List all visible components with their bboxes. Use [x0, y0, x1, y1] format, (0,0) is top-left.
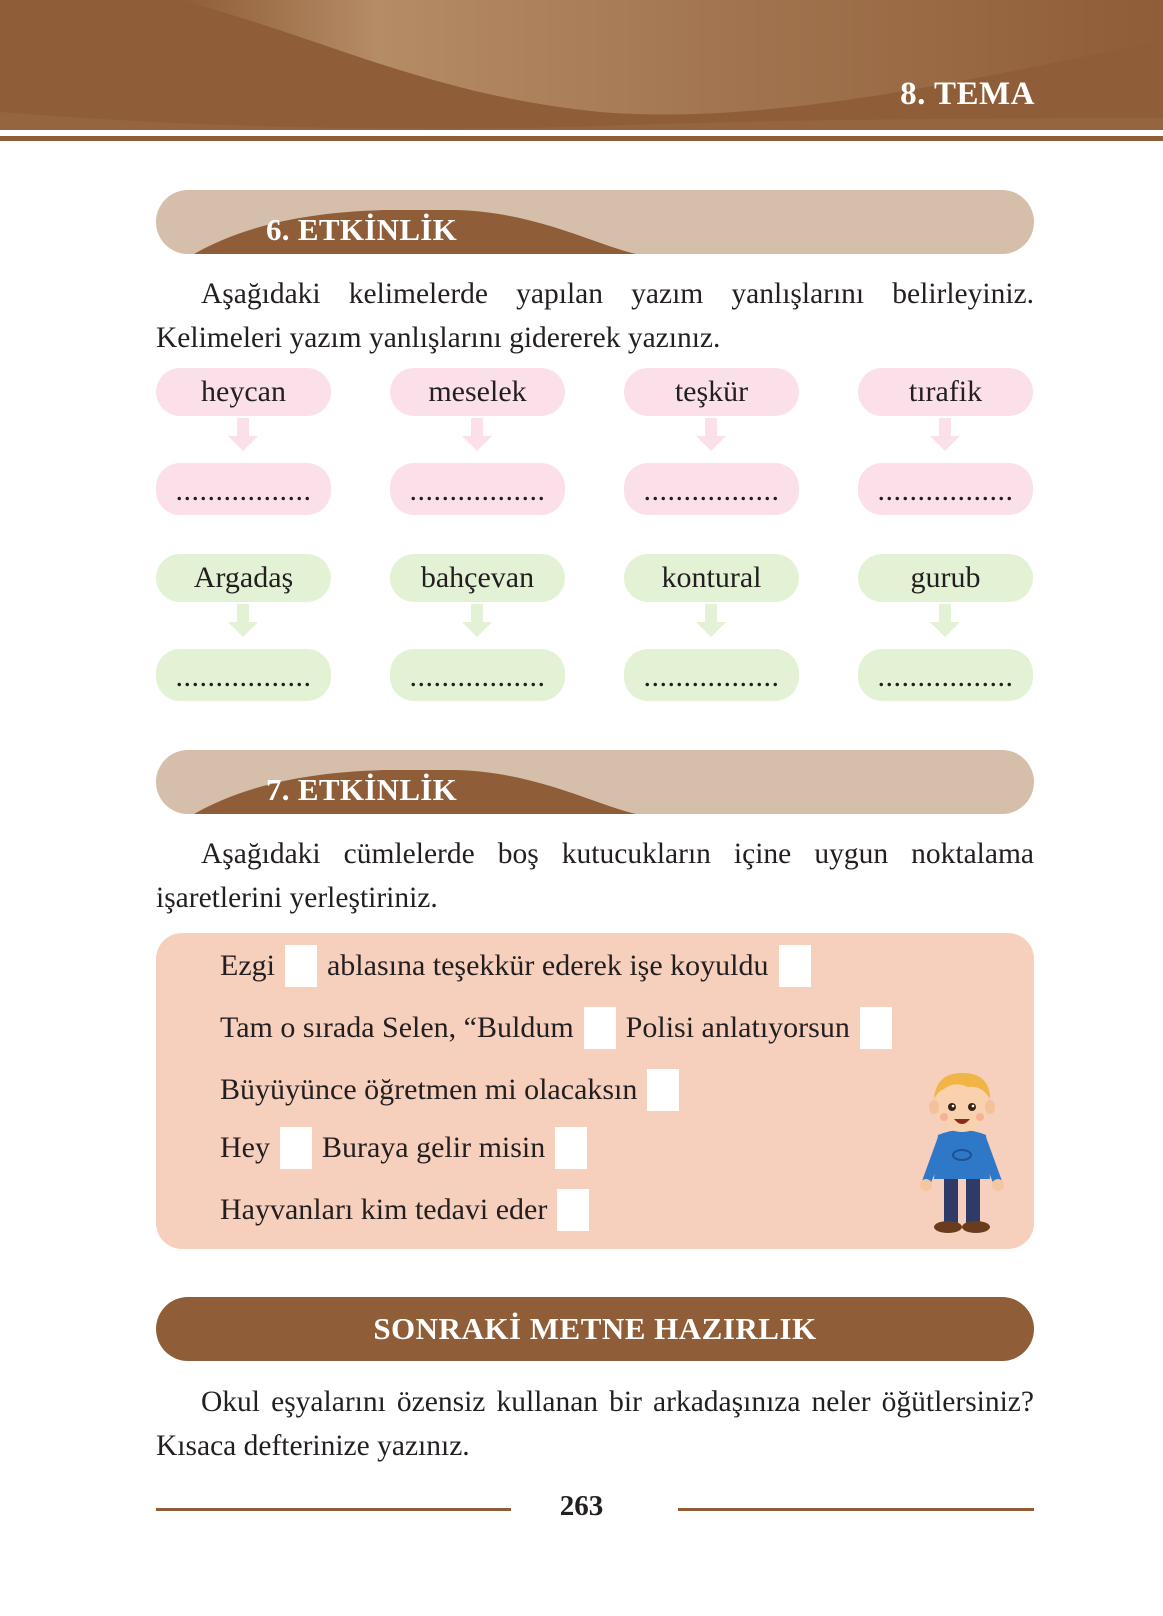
sentence-4	[220, 1127, 597, 1169]
arrow-down-icon	[928, 604, 962, 638]
arrow-down-icon	[460, 604, 494, 638]
misspelled-word: tırafik	[858, 368, 1033, 416]
sentence-1-part-2: ablasına teşekkür ederek işe koyuldu	[326, 949, 769, 982]
sentence-1	[220, 945, 821, 987]
punctuation-box[interactable]	[280, 1127, 312, 1169]
answer-blank[interactable]: .................	[858, 649, 1033, 701]
answer-blank[interactable]: .................	[858, 463, 1033, 515]
next-text-title: SONRAKİ METNE HAZIRLIK	[373, 1311, 817, 1346]
punctuation-box[interactable]	[860, 1007, 892, 1049]
sentence-2	[220, 1007, 902, 1049]
punctuation-box[interactable]	[285, 945, 317, 987]
misspelled-word: kontural	[624, 554, 799, 602]
header-banner	[0, 0, 1163, 150]
misspelled-word: meselek	[390, 368, 565, 416]
misspelled-word: teşkür	[624, 368, 799, 416]
next-text-question: Okul eşyalarını özensiz kullanan bir arkadaşınıza neler öğütlersiniz? Kısaca defterinize yazınız.	[156, 1386, 1034, 1462]
answer-blank[interactable]: .................	[156, 463, 331, 515]
answer-blank[interactable]: .................	[624, 649, 799, 701]
sentence-5	[220, 1189, 599, 1231]
page-header	[0, 0, 1163, 150]
arrow-down-icon	[226, 604, 260, 638]
misspelled-word: bahçevan	[390, 554, 565, 602]
activity-7-header	[156, 750, 1034, 814]
sentence-1-part-1: Ezgi	[220, 949, 275, 982]
sentence-2-part-1: Tam o sırada Selen, “Buldum	[220, 1011, 574, 1044]
misspelled-word: heycan	[156, 368, 331, 416]
activity-7-instruction: Aşağıdaki cümlelerde boş kutucukların içine uygun noktalama işaretlerini yerleştiriniz.	[156, 838, 1034, 914]
arrow-down-icon	[928, 418, 962, 452]
misspelled-word: gurub	[858, 554, 1033, 602]
punctuation-box[interactable]	[555, 1127, 587, 1169]
page-number: 263	[559, 1490, 604, 1522]
arrow-down-icon	[460, 418, 494, 452]
punctuation-panel	[156, 933, 1034, 1249]
arrow-down-icon	[694, 604, 728, 638]
arrow-down-icon	[694, 418, 728, 452]
theme-label: 8. TEMA	[900, 76, 1035, 112]
punctuation-box[interactable]	[647, 1069, 679, 1111]
punctuation-box[interactable]	[584, 1007, 616, 1049]
answer-blank[interactable]: .................	[624, 463, 799, 515]
boy-illustration	[914, 1063, 1010, 1243]
next-text-header	[156, 1297, 1034, 1361]
sentence-4-part-1: Hey	[220, 1131, 270, 1164]
activity-7-title: 7. ETKİNLİK	[266, 772, 458, 807]
sentence-2-part-2: Polisi anlatıyorsun	[625, 1011, 850, 1044]
activity-6-instruction: Aşağıdaki kelimelerde yapılan yazım yanlışlarını belirleyiniz. Kelimeleri yazım yanlışlarını gidererek yazınız.	[156, 278, 1034, 354]
sentence-3-part-1: Büyüyünce öğretmen mi olacaksın	[220, 1073, 638, 1106]
answer-blank[interactable]: .................	[156, 649, 331, 701]
answer-blank[interactable]: .................	[390, 649, 565, 701]
answer-blank[interactable]: .................	[390, 463, 565, 515]
sentence-4-part-2: Buraya gelir misin	[321, 1131, 546, 1164]
activity-6-title: 6. ETKİNLİK	[266, 212, 458, 247]
arrow-down-icon	[226, 418, 260, 452]
sentence-5-part-1: Hayvanları kim tedavi eder	[220, 1193, 548, 1226]
punctuation-box[interactable]	[779, 945, 811, 987]
activity-6-header	[156, 190, 1034, 254]
misspelled-word: Argadaş	[156, 554, 331, 602]
punctuation-box[interactable]	[557, 1189, 589, 1231]
sentence-3	[220, 1069, 689, 1111]
